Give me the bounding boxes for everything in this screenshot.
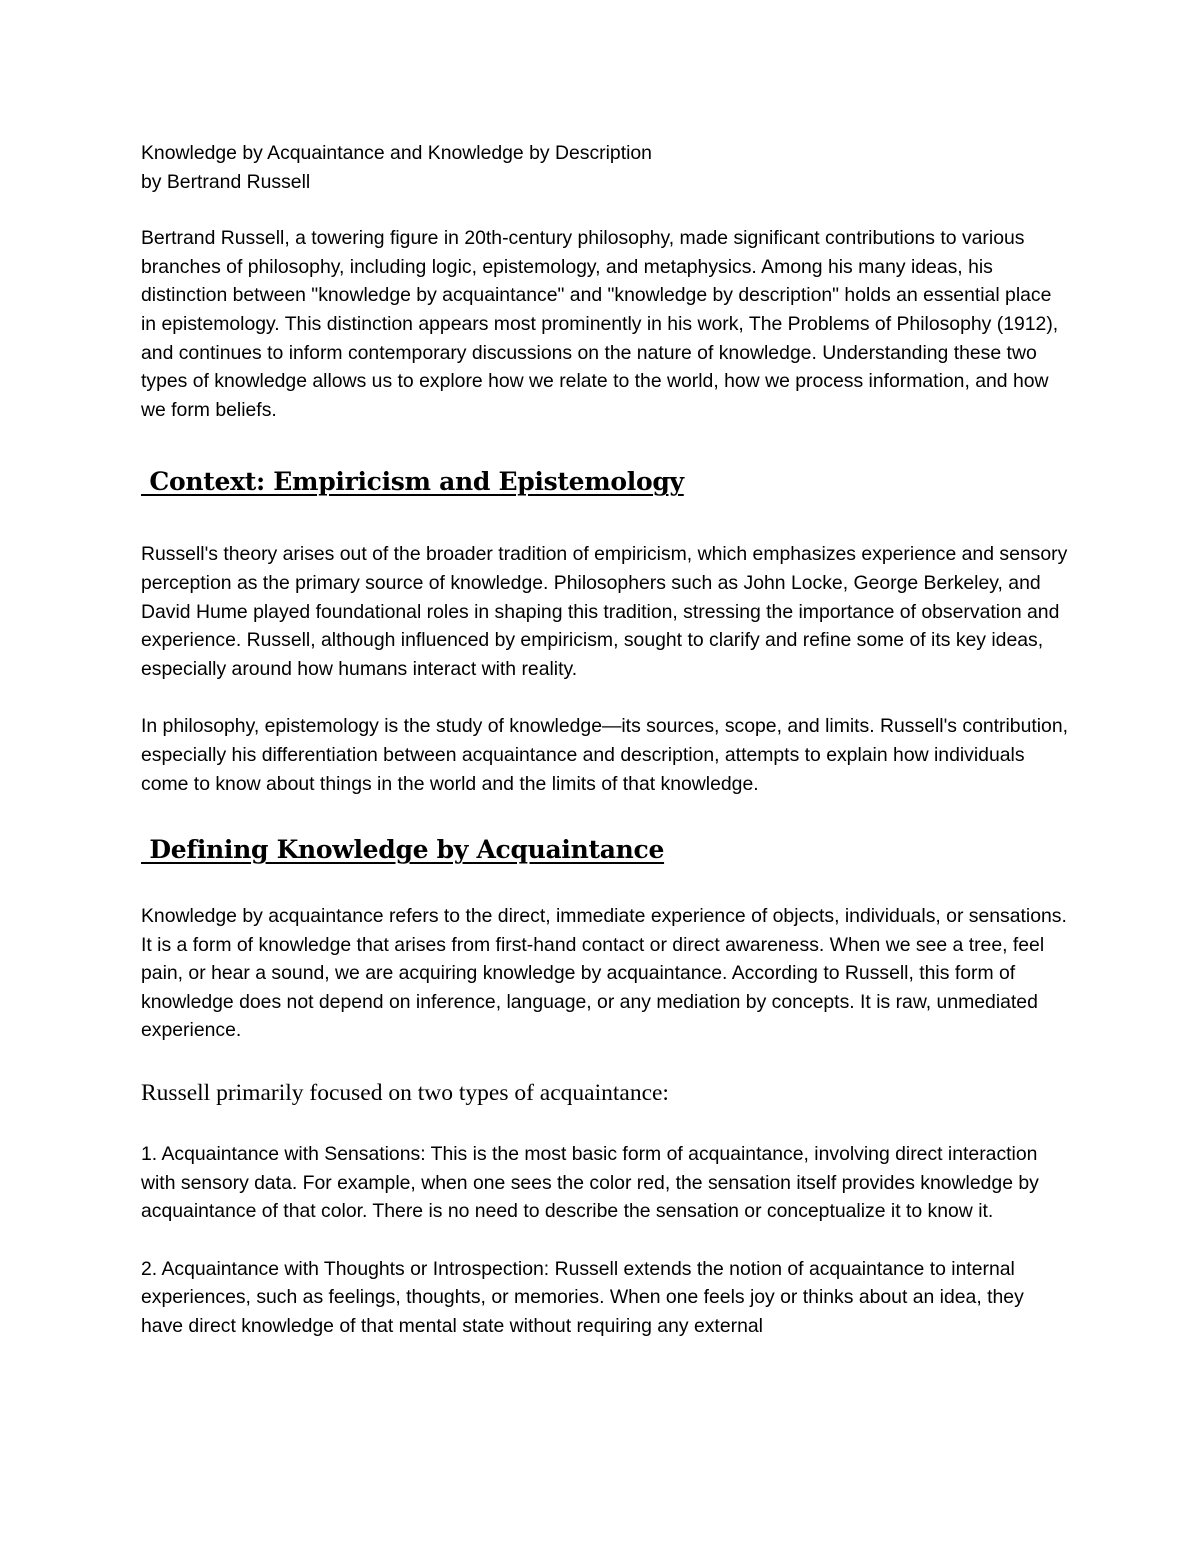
acquaintance-paragraph: Knowledge by acquaintance refers to the direct, immediate experience of objects, individuals, or sensations. It is a form of knowledge that arises from first-hand contact or direct awareness. When we see a tree, feel pain, or hear a sound, we are acquiring knowledge by acquaintance. According to Russell, this form of knowledge does not depend on inference, language, or any mediation by concepts. It is raw, unmediated experience. <box>141 905 1067 1042</box>
spacer <box>141 866 1071 902</box>
spacer <box>141 1108 1071 1140</box>
spacer <box>141 498 1071 540</box>
spacer <box>141 1045 1071 1078</box>
document-byline: by Bertrand Russell <box>141 170 311 193</box>
spacer <box>141 683 1071 712</box>
section-heading-acquaintance: Defining Knowledge by Acquaintance <box>141 835 665 865</box>
spacer <box>141 798 1071 834</box>
list-item-introspection: 2. Acquaintance with Thoughts or Introspection: Russell extends the notion of acquaintance to internal experiences, such as feelings, thoughts, or memories. When one feels joy or thinks about an idea, they have direct knowledge of that mental state without requiring any external <box>141 1257 1024 1338</box>
context-paragraph-2: In philosophy, epistemology is the study of knowledge—its sources, scope, and limits. Russell's contribution, especially his differentiation between acquaintance and description, attempts to explain how individuals come to know about things in the world and the limits of that knowledge. <box>141 715 1069 795</box>
list-item-sensations: 1. Acquaintance with Sensations: This is the most basic form of acquaintance, involving direct interaction with sensory data. For example, when one sees the color red, the sensation itself provides knowledge by acquaintance of that color. There is no need to describe the sensation or conceptualize it to know it. <box>141 1143 1039 1223</box>
context-paragraph-1: Russell's theory arises out of the broader tradition of empiricism, which emphasizes experience and sensory perception as the primary source of knowledge. Philosophers such as John Locke, George Berkeley, and David Hume played foundational roles in shaping this tradition, stressing the importance of observation and experience. Russell, although influenced by empiricism, sought to clarify and refine some of its key ideas, especially around how humans interact with reality. <box>141 543 1068 680</box>
spacer <box>141 1226 1071 1255</box>
document-title: Knowledge by Acquaintance and Knowledge by Description <box>141 142 652 164</box>
document-page <box>141 139 1071 1341</box>
intro-paragraph: Bertrand Russell, a towering figure in 20th-century philosophy, made significant contributions to various branches of philosophy, including logic, epistemology, and metaphysics. Among his many ideas, his distinction between "knowledge by acquaintance" and "knowledge by description" holds an essential place in epistemology. This distinction appears most prominently in his work, The Problems of Philosophy (1912), and continues to inform contemporary discussions on the nature of knowledge. Understanding these two types of knowledge allows us to explore how we relate to the world, how we process information, and how we form beliefs. <box>141 227 1059 421</box>
section-heading-context: Context: Empiricism and Epistemology <box>141 467 684 497</box>
spacer <box>141 424 1071 466</box>
subheading-two-types: Russell primarily focused on two types of acquaintance: <box>141 1080 669 1107</box>
spacer <box>141 196 1071 224</box>
